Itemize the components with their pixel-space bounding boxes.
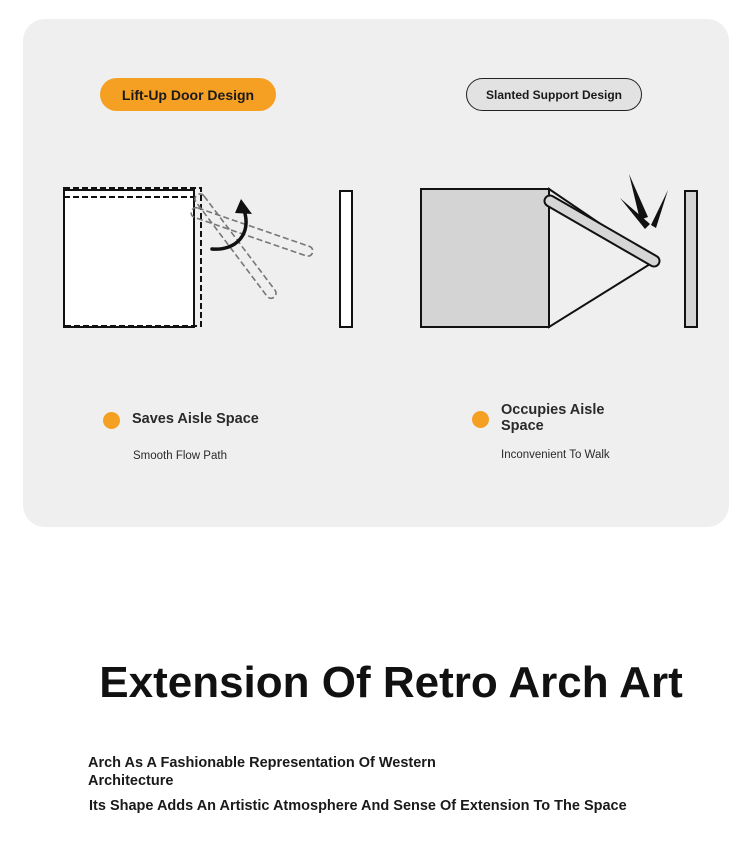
lift-arrow-icon bbox=[212, 199, 252, 249]
left-feature-title: Saves Aisle Space bbox=[132, 411, 259, 427]
slanted-support-cabinet-illustration bbox=[421, 174, 697, 327]
cabinet-body-gray bbox=[421, 189, 549, 327]
left-feature-subtitle: Smooth Flow Path bbox=[133, 450, 227, 462]
description-line-1: Arch As A Fashionable Representation Of Western Architecture bbox=[88, 755, 436, 789]
door-open-position-2 bbox=[193, 192, 278, 300]
lift-up-cabinet-illustration bbox=[64, 188, 352, 327]
description-line-2: Its Shape Adds An Artistic Atmosphere And Sense Of Extension To The Space bbox=[89, 798, 627, 814]
lift-up-door-tag-label: Lift-Up Door Design bbox=[121, 86, 255, 103]
section-headline: Extension Of Retro Arch Art bbox=[99, 658, 683, 707]
impact-burst-icon bbox=[620, 174, 668, 229]
bullet-dot-icon bbox=[472, 411, 489, 428]
wall-left bbox=[340, 191, 352, 327]
cabinet-body bbox=[64, 190, 194, 327]
right-feature-title: Occupies Aisle Space bbox=[501, 402, 605, 434]
bullet-dot-icon bbox=[103, 412, 120, 429]
slanted-support-tag-label: Slanted Support Design bbox=[485, 87, 622, 102]
right-feature-subtitle: Inconvenient To Walk bbox=[501, 449, 610, 461]
wall-right bbox=[685, 191, 697, 327]
door-open-position-1 bbox=[190, 206, 314, 257]
